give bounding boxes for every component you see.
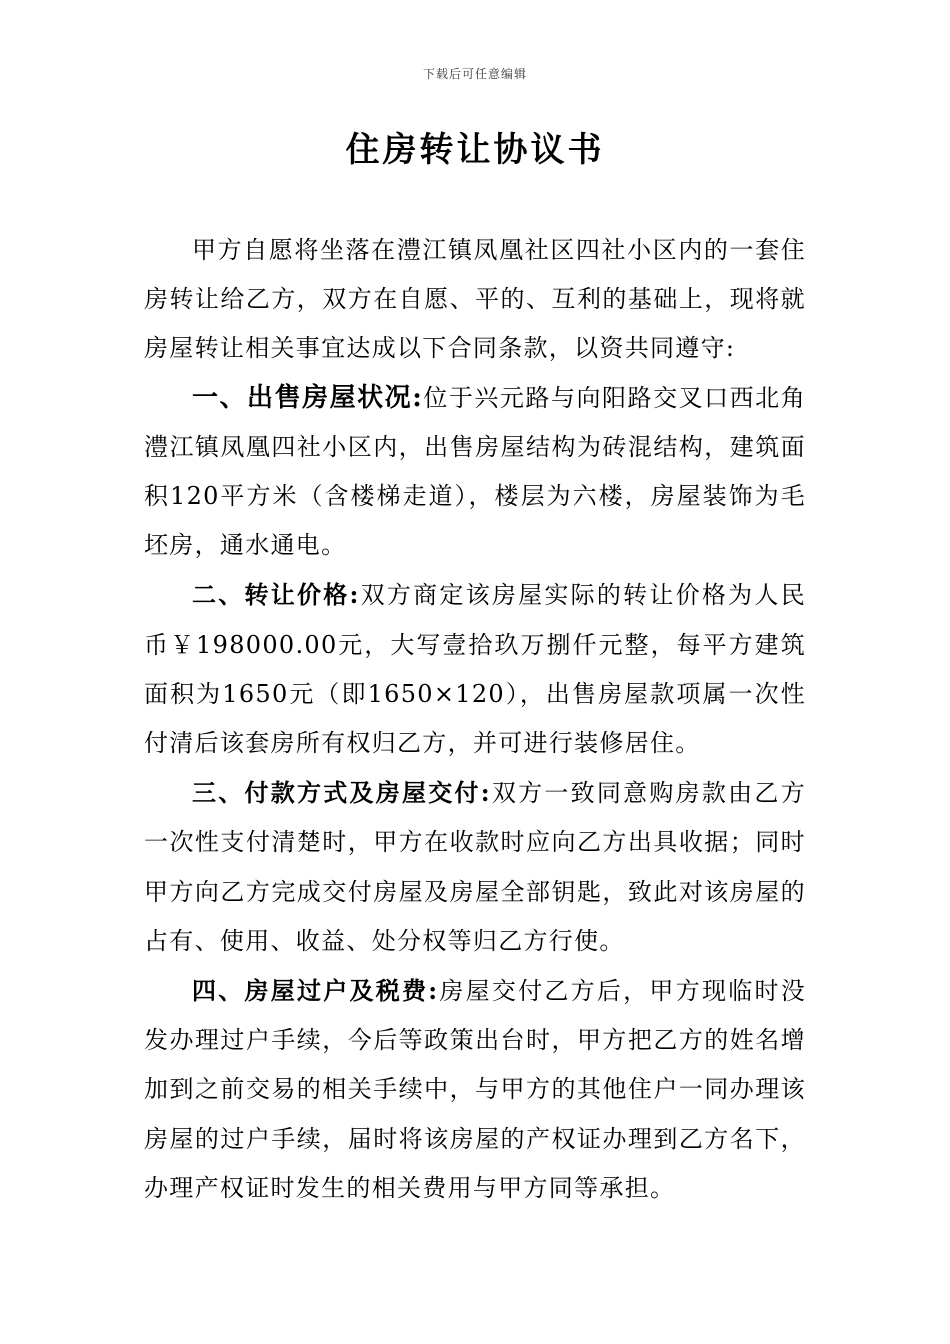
document-body bbox=[144, 226, 806, 1213]
intro-paragraph: 甲方自愿将坐落在澧江镇凤凰社区四社小区内的一套住房转让给乙方，双方在自愿、平的、互利的基础上，现将就房屋转让相关事宜达成以下合同条款，以资共同遵守: bbox=[144, 236, 806, 363]
clause-2-text: 双方商定该房屋实际的转让价格为人民币￥198000.00元，大写壹拾玖万捌仟元整，每平方建筑面积为1650元（即1650×120），出售房屋款项属一次性付清后该套房所有权归乙方，并可进行装修居住。 bbox=[144, 581, 806, 758]
clause-3-text: 双方一致同意购房款由乙方一次性支付清楚时，甲方在收款时应向乙方出具收据；同时甲方向乙方完成交付房屋及房屋全部钥匙，致此对该房屋的占有、使用、收益、处分权等归乙方行使。 bbox=[144, 779, 806, 955]
clause-3-heading: 三、付款方式及房屋交付: bbox=[192, 778, 491, 808]
clause-4-paragraph bbox=[144, 966, 806, 1213]
clause-1-paragraph bbox=[144, 374, 806, 571]
clause-2-heading: 二、转让价格: bbox=[192, 580, 360, 610]
clause-4-heading: 四、房屋过户及税费: bbox=[192, 976, 439, 1006]
clause-4-text: 房屋交付乙方后，甲方现临时没发办理过户手续，今后等政策出台时，甲方把乙方的姓名增加到之前交易的相关手续中，与甲方的其他住户一同办理该房屋的过户手续，届时将该房屋的产权证办理到乙方名下，办理产权证时发生的相关费用与甲方同等承担。 bbox=[144, 977, 807, 1202]
clause-2-paragraph bbox=[144, 570, 806, 768]
document-title: 住房转让协议书 bbox=[345, 130, 605, 170]
clause-1-text: 位于兴元路与向阳路交叉口西北角澧江镇凤凰四社小区内，出售房屋结构为砖混结构，建筑面积120平方米（含楼梯走道），楼层为六楼，房屋装饰为毛坯房，通水通电。 bbox=[144, 383, 806, 560]
clause-1-heading: 一、出售房屋状况: bbox=[192, 382, 424, 413]
clause-3-paragraph bbox=[144, 768, 806, 966]
header-note: 下载后可任意编辑 bbox=[422, 67, 527, 81]
